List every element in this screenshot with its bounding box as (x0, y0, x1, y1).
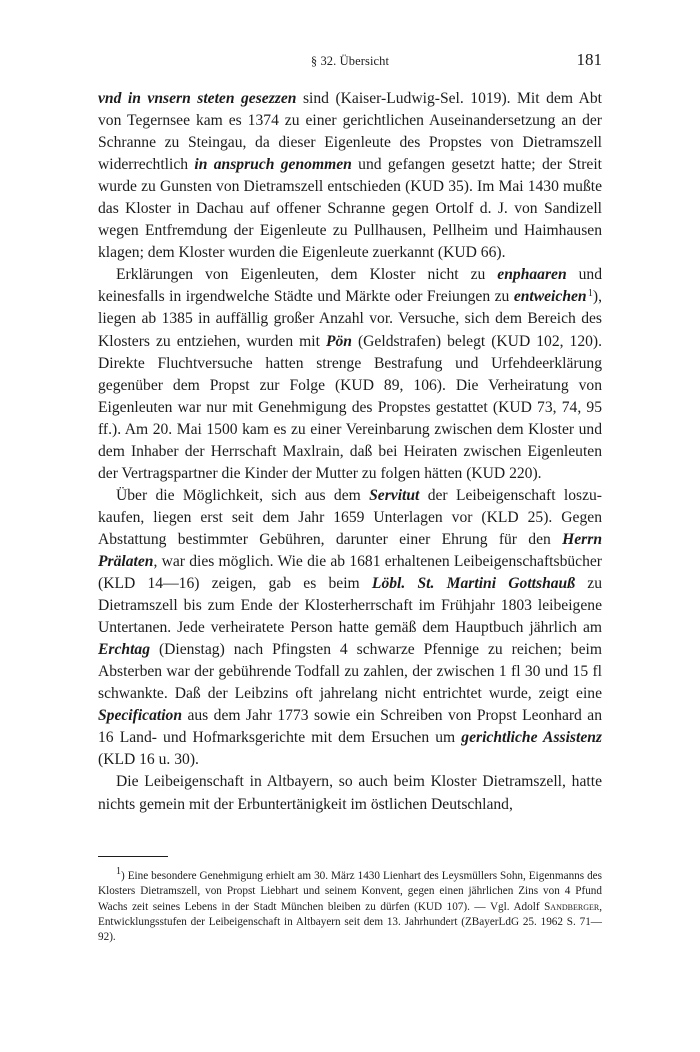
text-run: zu Dietramszell bis zum Ende der Klosterherrschaft im Frühjahr 1803 leibeigene Untertanen. Jede verheiratete Person hatte gemäß dem Hauptbuch jährlich am (98, 575, 602, 637)
footnote-1 (98, 866, 602, 945)
text-run: der Leibeigenschaft loszukaufen, liegen erst seit dem Jahr 1659 Unterlagen vor (KLD 25). Gegen Abstattung bestimmter Gebühren, darunter einer Ehrung für den (98, 486, 602, 548)
text-run: , Entwicklungsstufen der Leibeigenschaft in Altbayern seit dem 13. Jahrhundert (ZBayerLdG 25. 1962 S. 71—92). (98, 900, 602, 944)
text-run: aus dem Jahr 1773 sowie ein Schreiben von Propst Leonhard an 16 Land- und Hofmarksgerichte mit dem Ersuchen um (98, 707, 602, 747)
section-title: § 32. Übersicht (310, 54, 390, 68)
text-run: Erklärungen von Eigenleuten, dem Kloster nicht zu (116, 266, 498, 284)
text-run: Über die Möglichkeit, sich aus dem (116, 486, 370, 504)
body-text (98, 88, 602, 816)
paragraph-2 (98, 264, 602, 484)
quote-text: Servitut (369, 486, 420, 504)
quote-text: vnd in vnsern steten gesezzen (98, 90, 297, 107)
footnote-reference: 1 (587, 288, 593, 300)
text-run: und keinesfalls in irgendwelche Städte und Märkte oder Freiungen zu (98, 266, 602, 306)
quote-text: Pön (325, 332, 352, 350)
quote-text: enphaaren (497, 266, 567, 284)
text-run: sind (Kaiser-Ludwig-Sel. 1019). Mit dem Abt von Tegernsee kam es 1374 zu einer gerichtlichen Auseinandersetzung an der Schranne zu Steingau, da dieser Eigenleute des Propstes von Dietramszell widerrechtlich (98, 90, 602, 174)
quote-text: Specification (98, 707, 183, 725)
quote-text: Herrn Prälaten (98, 530, 602, 570)
paragraph-3 (98, 485, 602, 772)
paragraph-1 (98, 88, 602, 264)
paragraph-4: Die Leibeigenschaft in Altbayern, so auch beim Kloster Dietramszell, hatte nichts gemein mit der Erbuntertänigkeit im östlichen Deutschland, (98, 773, 602, 813)
footnote-divider (98, 856, 168, 857)
quote-text: Erchtag (98, 641, 150, 659)
text-run: und gefangen gesetzt hatte; der Streit wurde zu Gunsten von Dietramszell entschieden (KUD 35). Im Mai 1430 mußte das Kloster in Dachau auf offener Schranne gegen Ortolf d. J. von Sandizell wegen Entfremdung der Eigenleute zu Pullhausen, Pellheim und Haimhausen klagen; dem Kloster wurden die Eigenleute zuerkannt (KUD 66). (98, 156, 603, 262)
text-run: ), liegen ab 1385 in auffällig großer Anzahl vor. Versuche, sich dem Bereich des Klosters zu entziehen, wurden mit (98, 288, 602, 350)
quote-text: gerichtliche Assistenz (461, 729, 602, 747)
text-run: (KLD 16 u. 30). (98, 751, 199, 769)
quote-text: Löbl. St. Martini Gottshauß (371, 575, 576, 593)
running-header (98, 50, 602, 72)
quote-text: entweichen (513, 288, 587, 306)
text-run: (Geldstrafen) belegt (KUD 102, 120). Direkte Fluchtversuche hatten strenge Bestrafung und Urfehdeerklärung gegenüber dem Propst zur Folge (KUD 89, 106). Die Verheiratung von Eigenleuten war nur mit Genehmigung des Propstes gestattet (KUD 73, 74, 95 ff.). Am 20. Mai 1500 kam es zu einer Vereinbarung zwischen dem Kloster und dem Inhaber der Herrschaft Maxlrain, daß bei Heiraten zwischen Eigenleuten der Vertragspartner die Kinder der Mutter zu folgen hätten (KUD 220). (98, 332, 603, 482)
quote-text: in anspruch genommen (194, 156, 352, 174)
page-number: 181 (576, 50, 602, 69)
footnote-marker: 1 (116, 866, 121, 877)
text-run: , war dies möglich. Wie die ab 1681 erhaltenen Leibeigenschaftsbücher (KLD 14—16) zeigen, gab es beim (98, 552, 602, 593)
text-run: ) Eine besondere Genehmigung erhielt am 30. März 1430 Lienhart des Leysmüllers Sohn, Eigenmanns des Klosters Dietramszell, von Propst Liebhart und seinem Konvent, gegen einen jährlichen Zins von 4 Pfund Wachs zeit seines Lebens in der Stadt München bleiben zu dürfen (KUD 107). — Vgl. Adolf (98, 870, 602, 913)
author-name: Sandberger (544, 900, 600, 913)
text-run: (Dienstag) nach Pfingsten 4 schwarze Pfennige zu reichen; beim Absterben war der gebührende Todfall zu zahlen, der zwischen 1 fl 30 und 15 fl schwankte. Daß der Leibzins oft jahrelang nicht entrichtet wurde, zeigt eine (98, 641, 602, 703)
footnote (98, 866, 602, 945)
